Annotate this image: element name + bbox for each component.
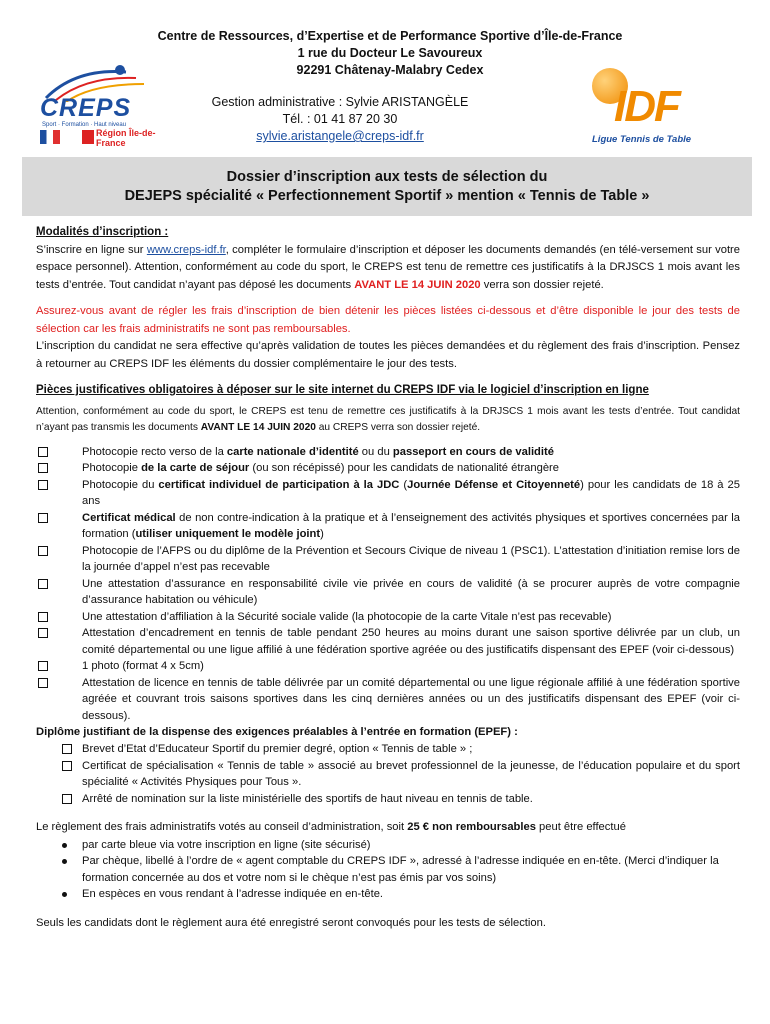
pieces-checklist xyxy=(36,444,740,725)
checklist-item[interactable]: Attestation de licence en tennis de table délivrée par un comité départemental ou une ligue régionale affilié à une fédération sportive agréée et couvrant trois saisons sportives dans les cinq dernières années ou un des justificatifs dispensant des EPEF (voir ci-dessous). xyxy=(36,675,740,725)
checklist-item[interactable]: Une attestation d’affiliation à la Sécurité sociale valide (la photocopie de la carte Vitale n’est pas recevable) xyxy=(36,609,740,626)
title-line-2: DEJEPS spécialité « Perfectionnement Sportif » mention « Tennis de Table » xyxy=(124,188,650,204)
checklist-item[interactable]: 1 photo (format 4 x 5cm) xyxy=(36,658,740,675)
checkbox-icon[interactable] xyxy=(38,661,48,671)
region-logo-text: Région Île-de-France xyxy=(96,128,156,148)
checklist-item[interactable]: Photocopie recto verso de la carte nationale d’identité ou du passeport en cours de validité xyxy=(36,444,740,461)
idf-logo-subtitle: Ligue Tennis de Table xyxy=(592,134,692,145)
contact-name: Gestion administrative : Sylvie ARISTANGÈLE xyxy=(211,95,469,109)
checkbox-icon[interactable] xyxy=(38,628,48,638)
org-street: 1 rue du Docteur Le Savoureux xyxy=(297,46,483,60)
org-name: Centre de Ressources, d’Expertise et de Performance Sportive d’Île-de-France xyxy=(157,29,623,43)
checkbox-icon[interactable] xyxy=(38,463,48,473)
checklist-item[interactable]: Certificat médical de non contre-indication à la pratique et à l’enseignement des activités physiques et sportives concernées par la formation (utiliser uniquement le modèle joint) xyxy=(36,510,740,543)
checkbox-icon[interactable] xyxy=(38,678,48,688)
checklist-item[interactable]: Photocopie de l’AFPS ou du diplôme de la Prévention et Secours Civique de niveau 1 (PSC1). L’attestation d’initiation remise lors de la journée d’appel n’est pas recevable xyxy=(36,543,740,576)
checkbox-icon[interactable] xyxy=(38,612,48,622)
bullet-icon xyxy=(62,892,67,897)
reglement-footer: Seuls les candidats dont le règlement aura été enregistré seront convoqués pour les tests de sélection. xyxy=(36,916,546,929)
checkbox-icon[interactable] xyxy=(38,579,48,589)
checkbox-icon[interactable] xyxy=(62,794,72,804)
reglement-intro: Le règlement des frais administratifs votés au conseil d’administration, soit 25 € non remboursables peut être effectué xyxy=(36,821,626,833)
contact-email-link[interactable]: sylvie.aristangele@creps-idf.fr xyxy=(256,129,424,143)
ligue-idf-logo xyxy=(584,64,700,150)
checkbox-icon[interactable] xyxy=(38,480,48,490)
payment-option: Par chèque, libellé à l’ordre de « agent comptable du CREPS IDF », adressé à l’adresse indiquée en en-tête. (Merci d’indiquer la formation concernée au dos et votre nom si le chèque n’est pas émis par vos soins) xyxy=(36,853,740,886)
document-body xyxy=(36,224,740,932)
bullet-icon xyxy=(62,859,67,864)
checkbox-icon[interactable] xyxy=(38,546,48,556)
checkbox-icon[interactable] xyxy=(38,513,48,523)
idf-logo-text: IDF xyxy=(614,82,679,131)
document-title xyxy=(22,157,752,216)
contact-phone: Tél. : 01 41 87 20 30 xyxy=(282,112,398,126)
republic-flag-icon xyxy=(40,130,60,144)
deadline-red: AVANT LE 14 JUIN 2020 xyxy=(354,278,481,291)
payment-option: En espèces en vous rendant à l’adresse indiquée en en-tête. xyxy=(36,886,740,903)
creps-website-link[interactable]: www.creps-idf.fr xyxy=(146,243,226,256)
dispense-heading: Diplôme justifiant de la dispense des exigences préalables à l’entrée en formation (EPEF) : xyxy=(36,726,518,738)
organization-header xyxy=(130,28,650,79)
pieces-heading: Pièces justificatives obligatoires à déposer sur le site internet du CREPS IDF via le logiciel d’inscription en ligne xyxy=(36,384,649,396)
modalites-paragraph-1: S’inscrire en ligne sur www.creps-idf.fr, compléter le formulaire d’inscription et déposer les documents demandés (en télé-versement sur votre espace personnel). Attention, conformément au code du sport, le CREPS est tenu de remettre ces justificatifs à la DRJSCS 1 mois avant les tests d’entrée. Tout candidat n’ayant pas déposé les documents AVANT LE 14 JUIN 2020 verra son dossier rejeté. xyxy=(36,243,740,291)
checkbox-icon[interactable] xyxy=(38,447,48,457)
contact-block xyxy=(190,94,490,145)
modalites-heading: Modalités d’inscription : xyxy=(36,226,169,238)
checklist-item[interactable]: Photocopie du certificat individuel de participation à la JDC (Journée Défense et Citoyenneté) pour les candidats de 18 à 25 ans xyxy=(36,477,740,510)
dispense-item[interactable]: Certificat de spécialisation « Tennis de table » associé au brevet professionnel de la jeunesse, de l’éducation populaire et du sport spécialité « Activités Physiques pour Tous ». xyxy=(36,758,740,791)
org-city: 92291 Châtenay-Malabry Cedex xyxy=(296,63,484,77)
checklist-item[interactable]: Photocopie de la carte de séjour (ou son récépissé) pour les candidats de nationalité étrangère xyxy=(36,460,740,477)
checklist-item[interactable]: Attestation d’encadrement en tennis de table pendant 250 heures au moins durant une saison sportive délivrée par un club, un comité départemental ou une ligue affilié à une fédération sportive agréée ou des justificatifs dispensant des EPEF (voir ci-dessous) xyxy=(36,625,740,658)
creps-logo-text: CREPS xyxy=(40,94,132,122)
title-line-1: Dossier d’inscription aux tests de sélection du xyxy=(226,169,548,185)
dispense-item[interactable]: Brevet d’Etat d’Educateur Sportif du premier degré, option « Tennis de table » ; xyxy=(36,741,740,758)
bullet-icon xyxy=(62,843,67,848)
modalites-warning: Assurez-vous avant de régler les frais d’inscription de bien détenir les pièces listées ci-dessous et d’être disponible le jour des tests de sélection car les frais administratifs ne sont pas remboursables. xyxy=(36,305,740,335)
checkbox-icon[interactable] xyxy=(62,761,72,771)
region-logo xyxy=(40,126,155,152)
modalites-paragraph-3: L’inscription du candidat ne sera effective qu’après validation de toutes les pièces demandées et du règlement des frais d’inscription. Pensez à retourner au CREPS IDF les éléments du dossier complémentaire le jour des tests. xyxy=(36,340,740,370)
dispense-item[interactable]: Arrêté de nomination sur la liste ministérielle des sportifs de haut niveau en tennis de table. xyxy=(36,791,740,808)
checkbox-icon[interactable] xyxy=(62,744,72,754)
region-square-icon xyxy=(82,130,94,144)
creps-logo-subtitle: Sport · Formation · Haut niveau xyxy=(42,122,127,128)
payment-option: par carte bleue via votre inscription en ligne (site sécurisé) xyxy=(36,837,740,854)
checklist-item[interactable]: Une attestation d’assurance en responsabilité civile vie privée en cours de validité (à se procurer auprès de votre compagnie d’assurance habitation ou véhicule) xyxy=(36,576,740,609)
pieces-note: Attention, conformément au code du sport, le CREPS est tenu de remettre ces justificatifs à la DRJSCS 1 mois avant les tests d’entrée. Tout candidat n’ayant pas transmis les documents AVANT LE 14 JUIN 2020 au CREPS verra son dossier rejeté. xyxy=(36,405,740,433)
